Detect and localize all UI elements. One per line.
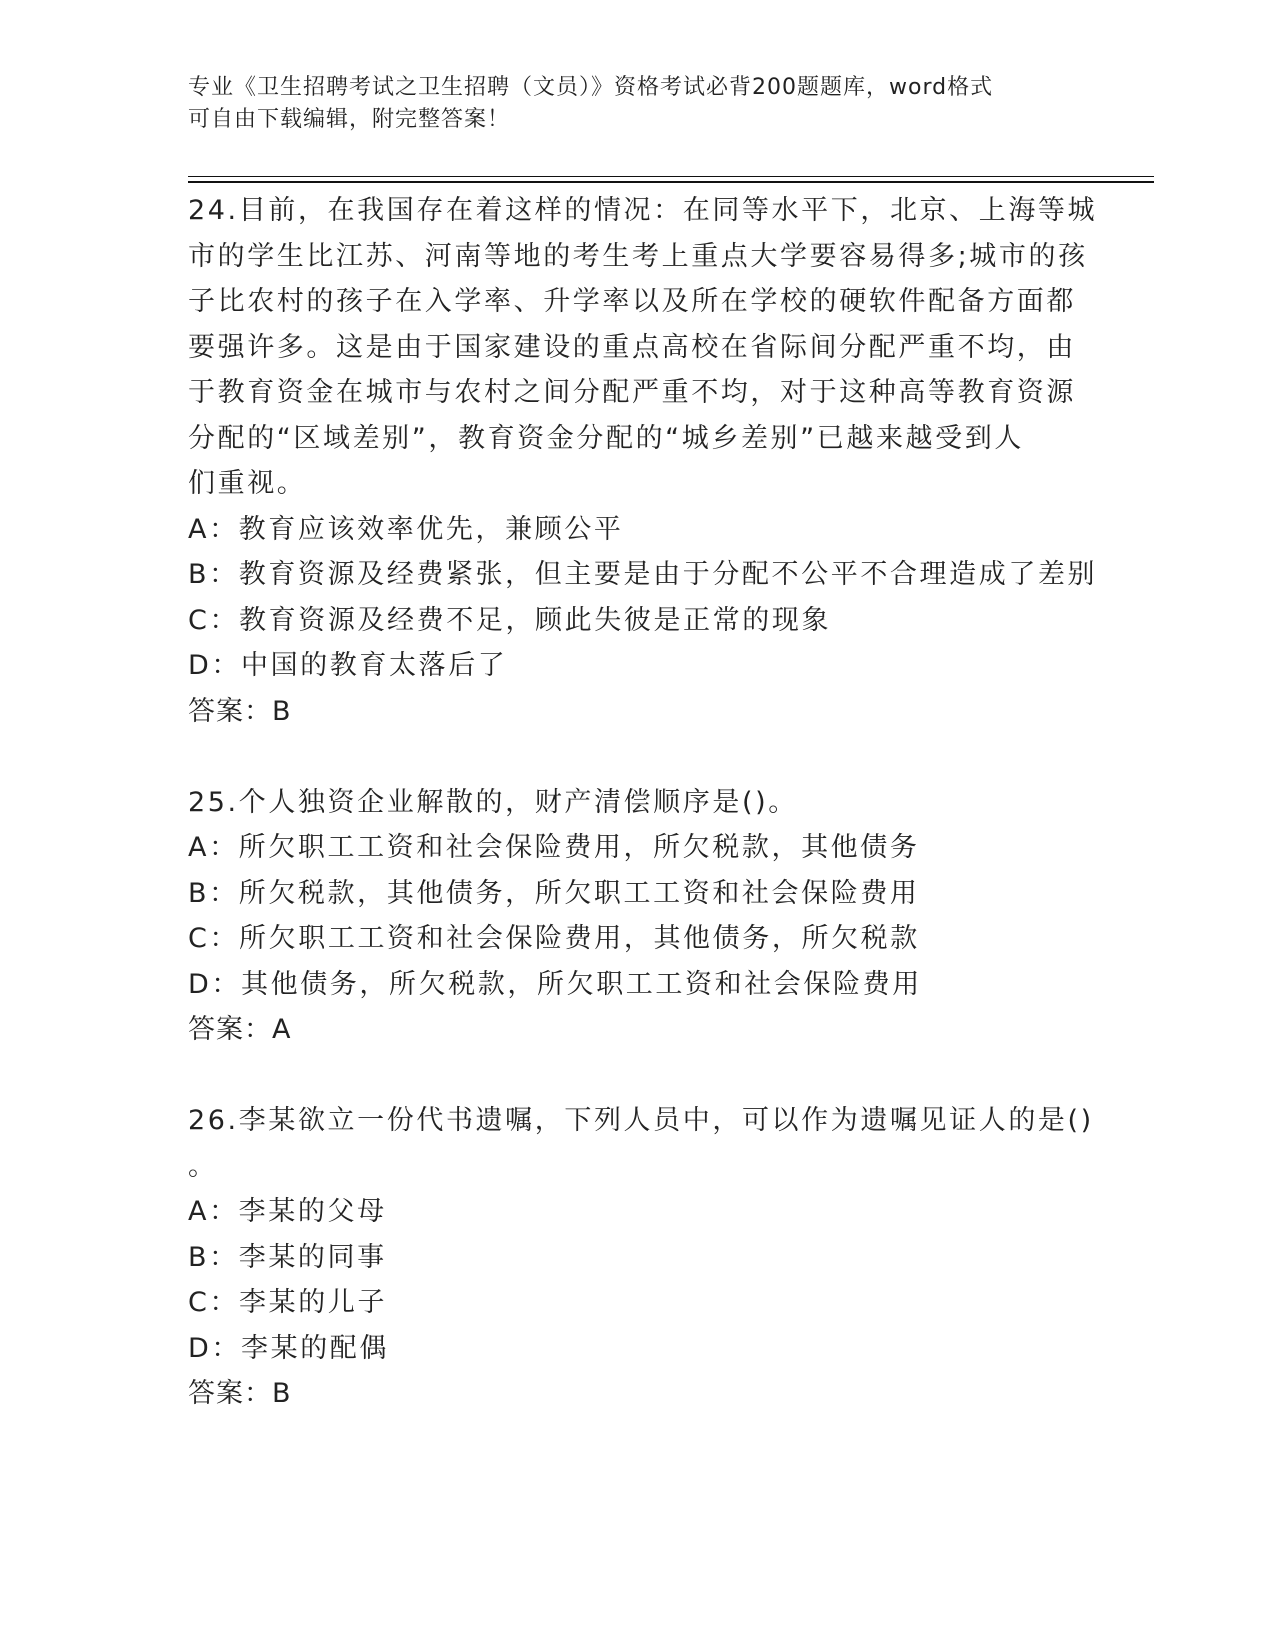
option-c: C：教育资源及经费不足，顾此失彼是正常的现象 [188,604,832,636]
option-b: B：所欠税款，其他债务，所欠职工工资和社会保险费用 [188,877,920,909]
option-c: C：李某的儿子 [188,1287,388,1318]
question-text-line: 要强许多。这是由于国家建设的重点高校在省际间分配严重不均，由 [188,331,1076,363]
document-header [188,72,1068,136]
question-25 [188,780,1068,1053]
question-text-line: 26.李某欲立一份代书遗嘱，下列人员中，可以作为遗嘱见证人的是() [188,1105,1094,1136]
header-divider-thin [188,176,1154,177]
answer-line: 答案：B [188,1378,292,1409]
option-a: A：所欠职工工资和社会保险费用，所欠税款，其他债务 [188,832,920,863]
answer-line: 答案：A [188,1014,292,1045]
question-text-line: 市的学生比江苏、河南等地的考生考上重点大学要容易得多;城市的孩 [188,240,1088,272]
option-b: B：李某的同事 [188,1241,387,1273]
question-24 [188,188,1098,734]
option-a: A：教育应该效率优先，兼顾公平 [188,513,624,545]
header-divider-thick [188,181,1154,183]
question-text-line: 分配的“区域差别”，教育资金分配的“城乡差别”已越来越受到人 [188,422,1024,454]
question-text-line: 24.目前，在我国存在着这样的情况：在同等水平下，北京、上海等城 [188,195,1098,226]
question-text-line: 于教育资金在城市与农村之间分配严重不均，对于这种高等教育资源 [188,377,1076,408]
question-text-line: 们重视。 [188,468,307,499]
question-text-line: 子比农村的孩子在入学率、升学率以及所在学校的硬软件配备方面都 [188,286,1076,317]
question-text-line: 。 [188,1150,218,1182]
question-text-line: 25.个人独资企业解散的，财产清偿顺序是()。 [188,786,798,818]
option-d: D：其他债务，所欠税款，所欠职工工资和社会保险费用 [188,968,922,1000]
option-a: A：李某的父母 [188,1196,387,1227]
spacer [188,1053,1068,1099]
header-line: 专业《卫生招聘考试之卫生招聘（文员）》资格考试必背200题题库，word格式 [188,75,994,100]
header-line: 可自由下载编辑，附完整答案！ [188,107,511,132]
question-26 [188,1098,1094,1417]
answer-line: 答案：B [188,695,292,727]
option-d: D：李某的配偶 [188,1332,389,1364]
question-list [188,188,1098,1417]
option-d: D：中国的教育太落后了 [188,650,508,681]
spacer [188,734,1068,780]
option-c: C：所欠职工工资和社会保险费用，其他债务，所欠税款 [188,923,920,954]
option-b: B：教育资源及经费紧张，但主要是由于分配不公平不合理造成了差别 [188,559,1098,590]
